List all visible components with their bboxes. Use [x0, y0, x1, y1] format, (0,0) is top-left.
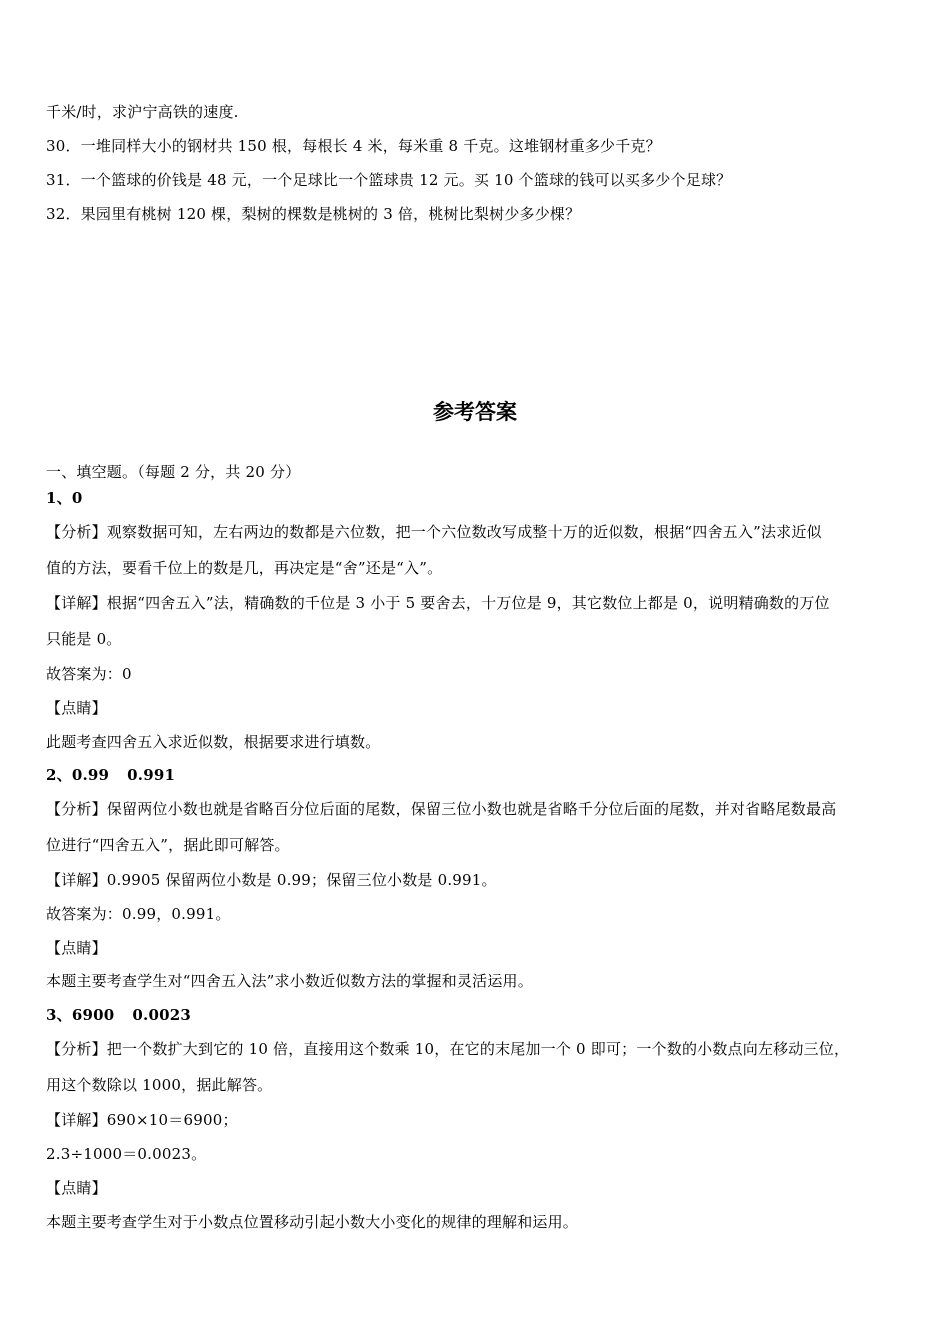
answer-1-detail-line-2: 只能是 0。 — [46, 630, 122, 648]
answer-1-point-label: 【点睛】 — [46, 699, 107, 717]
answer-1-detail-line-1: 【详解】根据“四舍五入”法，精确数的千位是 3 小于 5 要舍去，十万位是 9，其它数位上都是 0，说明精确数的万位 — [46, 594, 830, 612]
answer-3-detail-line-2: 2.3÷1000＝0.0023。 — [46, 1145, 207, 1163]
answer-3-analysis-line-2: 用这个数除以 1000，据此解答。 — [46, 1076, 273, 1094]
answer-3-number-b: 0.0023 — [132, 1006, 191, 1024]
answer-3-detail-line-1: 【详解】690×10＝6900； — [46, 1111, 238, 1129]
answer-3-number — [46, 1005, 908, 1025]
answer-2-point: 本题主要考查学生对“四舍五入法”求小数近似数方法的掌握和灵活运用。 — [46, 972, 533, 990]
answer-title: 参考答案 — [433, 400, 517, 424]
answer-2-number — [46, 765, 908, 785]
answer-1-final: 故答案为：0 — [46, 665, 132, 683]
section-heading: 一、填空题。（每题 2 分，共 20 分） — [46, 463, 301, 481]
answer-2-number-a: 2、0.99 — [46, 766, 110, 784]
answer-2-analysis-line-1: 【分析】保留两位小数也就是省略百分位后面的尾数，保留三位小数也就是省略千分位后面的尾数，并对省略尾数最高 — [46, 800, 837, 818]
answer-1-analysis-line-1: 【分析】观察数据可知，左右两边的数都是六位数，把一个六位数改写成整十万的近似数，根据“四舍五入”法求近似 — [46, 523, 822, 541]
answer-1-number: 1、0 — [46, 489, 83, 507]
answer-2-detail: 【详解】0.9905 保留两位小数是 0.99；保留三位小数是 0.991。 — [46, 871, 497, 889]
answer-3-number-a: 3、6900 — [46, 1006, 115, 1024]
answer-1-point: 此题考查四舍五入求近似数，根据要求进行填数。 — [46, 733, 381, 751]
answer-3-point-label: 【点睛】 — [46, 1179, 107, 1197]
answer-2-number-b: 0.991 — [127, 766, 176, 784]
answer-3-analysis-line-1: 【分析】把一个数扩大到它的 10 倍，直接用这个数乘 10，在它的末尾加一个 0 即可；一个数的小数点向左移动三位， — [46, 1040, 850, 1058]
question-30: 30．一堆同样大小的钢材共 150 根，每根长 4 米，每米重 8 千克。这堆钢材重多少千克？ — [46, 137, 661, 155]
answer-1-analysis-line-2: 值的方法，要看千位上的数是几，再决定是“舍”还是“入”。 — [46, 559, 443, 577]
question-32: 32．果园里有桃树 120 棵，梨树的棵数是桃树的 3 倍，桃树比梨树少多少棵？ — [46, 205, 581, 223]
question-29-tail: 千米/时，求沪宁高铁的速度. — [46, 103, 239, 121]
answer-2-final: 故答案为：0.99，0.991。 — [46, 905, 231, 923]
answer-2-analysis-line-2: 位进行“四舍五入”，据此即可解答。 — [46, 836, 290, 854]
answer-3-point: 本题主要考查学生对于小数点位置移动引起小数大小变化的规律的理解和运用。 — [46, 1213, 579, 1231]
answer-2-point-label: 【点睛】 — [46, 939, 107, 957]
question-31: 31．一个篮球的价钱是 48 元，一个足球比一个篮球贵 12 元。买 10 个篮球的钱可以买多少个足球？ — [46, 171, 732, 189]
